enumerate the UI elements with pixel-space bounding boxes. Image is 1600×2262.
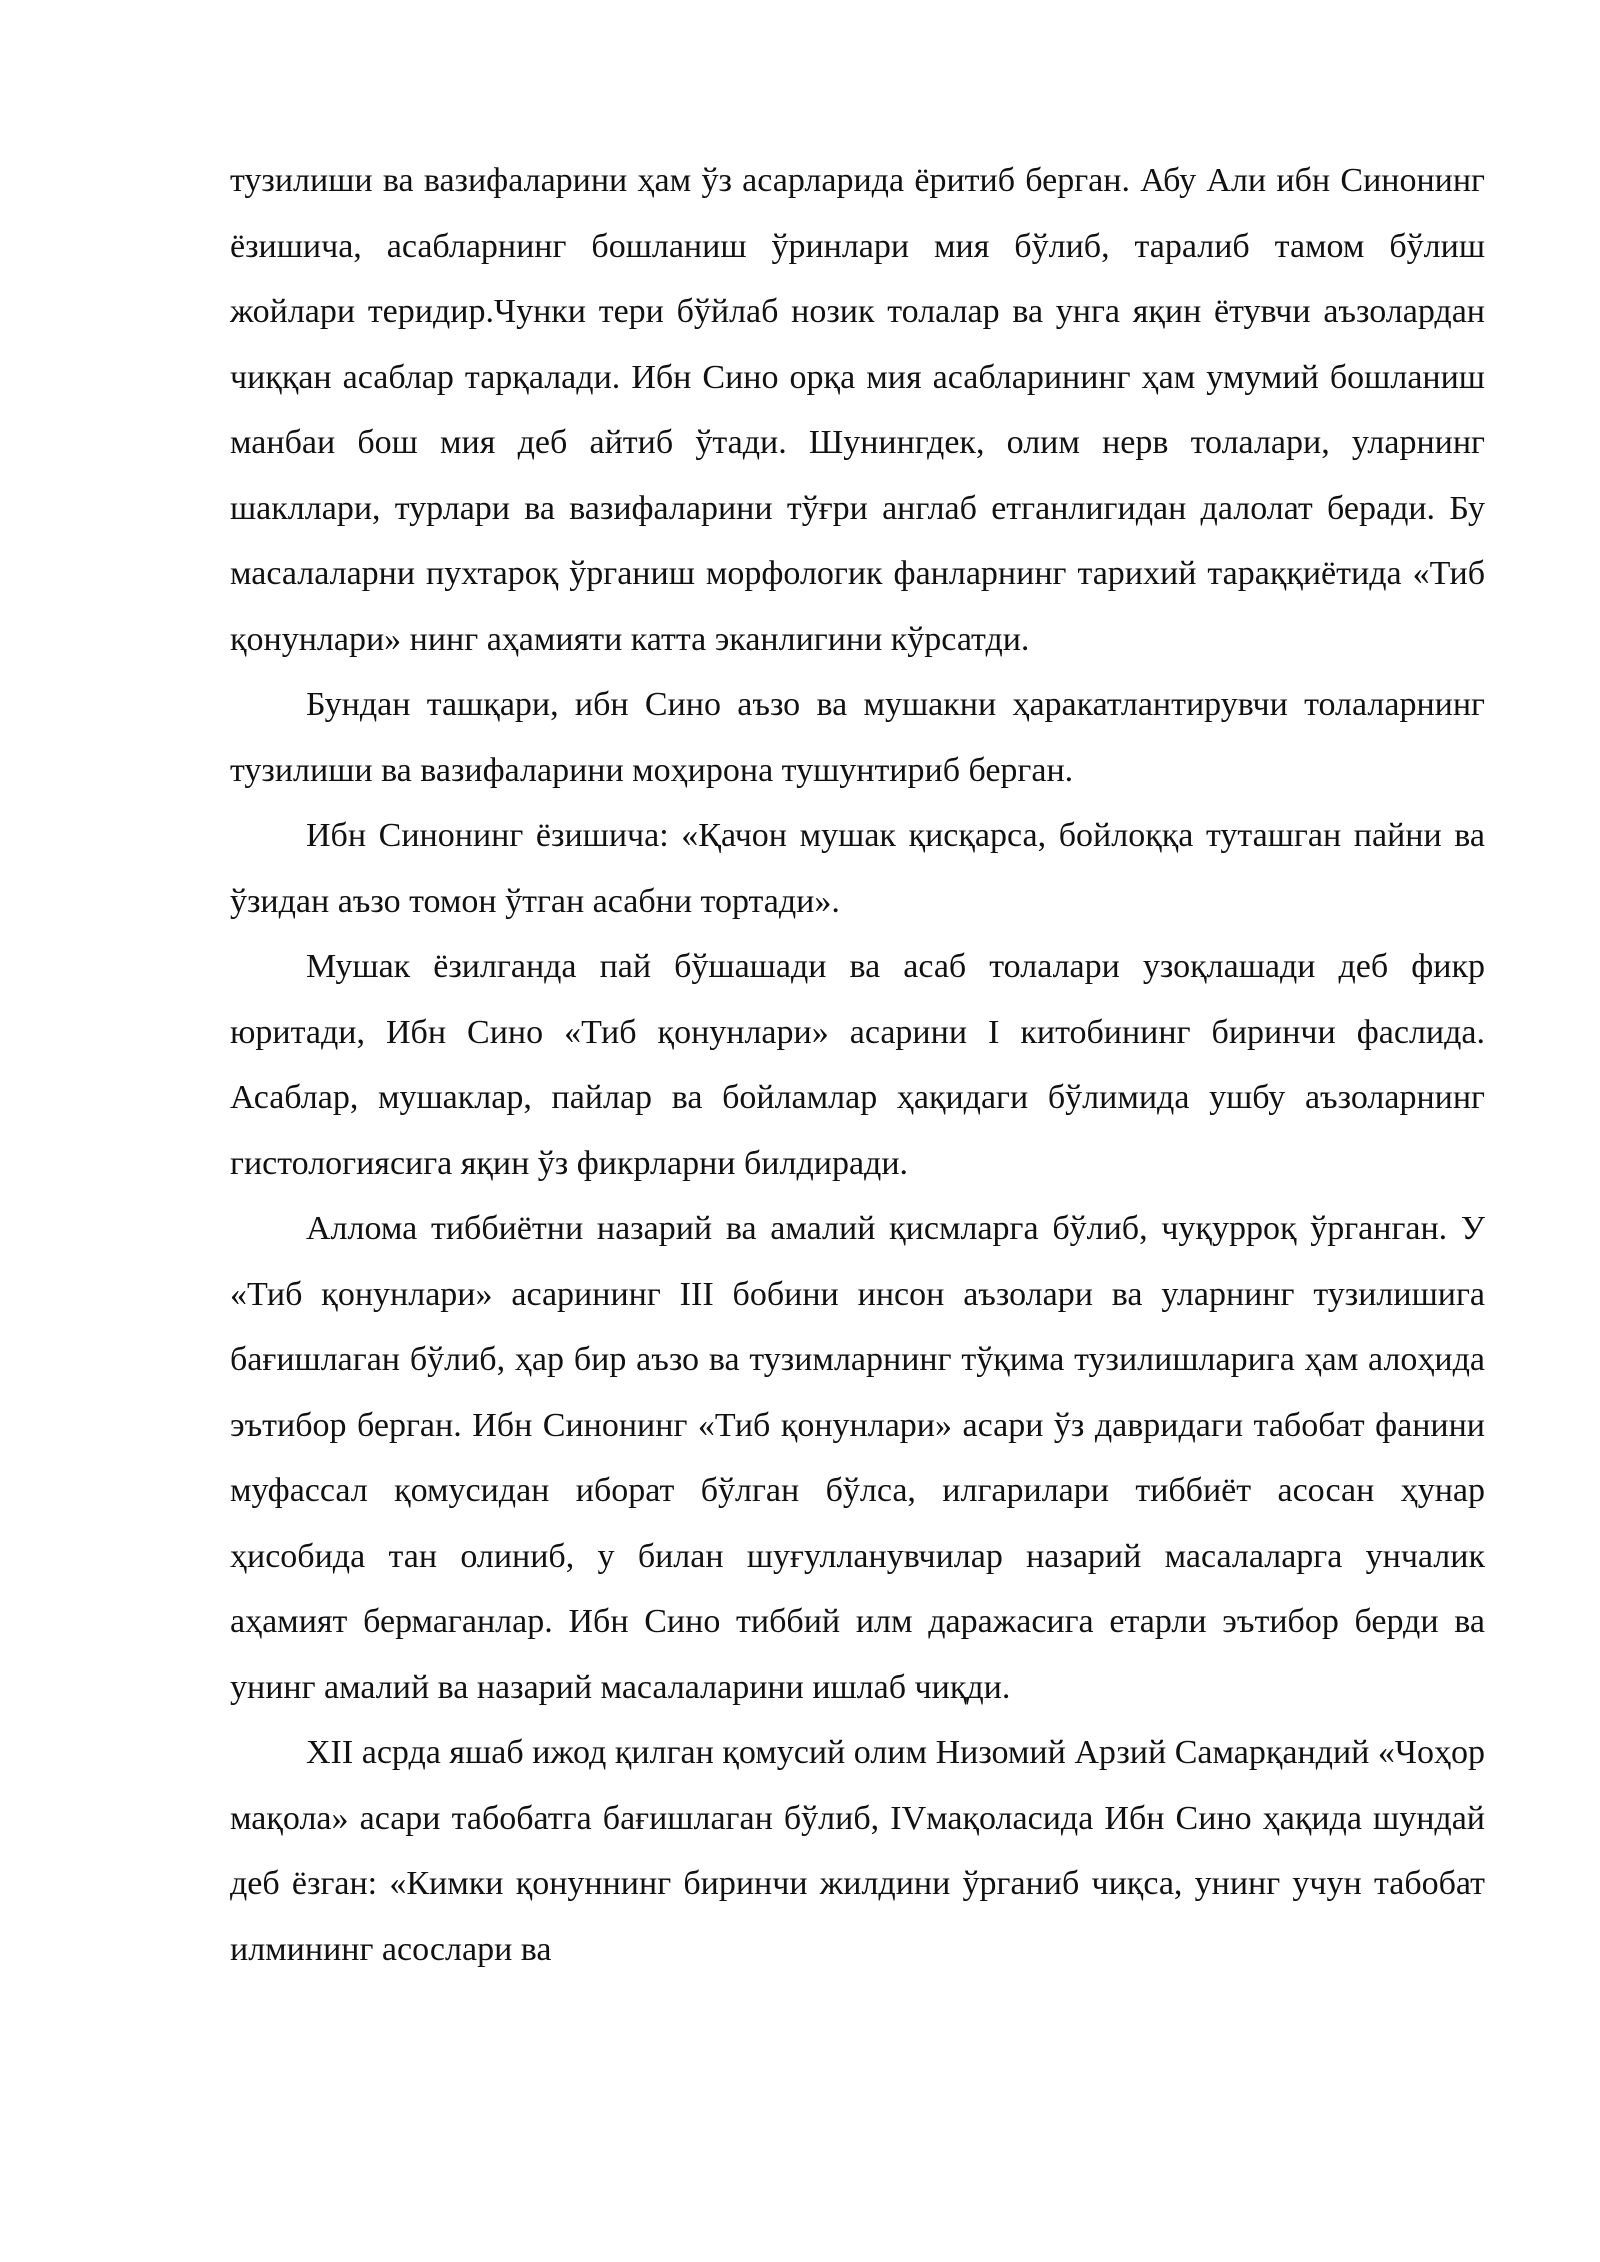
paragraph-6: XII асрда яшаб ижод қилган қомусий олим Низомий Арзий Самарқандий «Чоҳор мақола» асари табобатга бағишлаган бўлиб, IVмақоласида Ибн Сино ҳақида шундай деб ёзган: «Кимки қонуннинг биринчи жилдини ўрганиб чиқса, унинг учун табобат илмининг асослари ва: [230, 1734, 1485, 1968]
paragraph-1: тузилиши ва вазифаларини ҳам ўз асарларида ёритиб берган. Абу Али ибн Синонинг ёзишича, асабларнинг бошланиш ўринлари мия бўлиб, таралиб тамом бўлиш жойлари теридир.Чунки тери бўйлаб нозик толалар ва унга яқин ётувчи аъзолардан чиққан асаблар тарқалади. Ибн Сино орқа мия асабларининг ҳам умумий бошланиш манбаи бош мия деб айтиб ўтади. Шунингдек, олим нерв толалари, уларнинг шакллари, турлари ва вазифаларини тўғри англаб етганлигидан далолат беради. Бу масалаларни пухтароқ ўрганиш морфологик фанларнинг тарихий тараққиётида «Тиб қонунлари» нинг аҳамияти катта эканлигини кўрсатди.: [230, 162, 1485, 658]
paragraph-2: Бундан ташқари, ибн Сино аъзо ва мушакни ҳаракатлантирувчи толаларнинг тузилиши ва вазифаларини моҳирона тушунтириб берган.: [230, 686, 1485, 789]
paragraph-4: Мушак ёзилганда пай бўшашади ва асаб толалари узоқлашади деб фикр юритади, Ибн Сино «Тиб қонунлари» асарини I китобининг биринчи фаслида. Асаблар, мушаклар, пайлар ва бойламлар ҳақидаги бўлимида ушбу аъзоларнинг гистологиясига яқин ўз фикрларни билдиради.: [230, 948, 1485, 1182]
document-page: [230, 148, 1485, 1982]
paragraph-3: Ибн Синонинг ёзишича: «Қачон мушак қисқарса, бойлоққа туташган пайни ва ўзидан аъзо томон ўтган асабни тортади».: [230, 817, 1485, 920]
paragraph-5: Аллома тиббиётни назарий ва амалий қисмларга бўлиб, чуқурроқ ўрганган. У «Тиб қонунлари» асарининг III бобини инсон аъзолари ва уларнинг тузилишига бағишлаган бўлиб, ҳар бир аъзо ва тузимларнинг тўқима тузилишларига ҳам алоҳида эътибор берган. Ибн Синонинг «Тиб қонунлари» асари ўз давридаги табобат фанини муфассал қомусидан иборат бўлган бўлса, илгарилари тиббиёт асосан ҳунар ҳисобида тан олиниб, у билан шуғулланувчилар назарий масалаларга унчалик аҳамият бермаганлар. Ибн Сино тиббий илм даражасига етарли эътибор берди ва унинг амалий ва назарий масалаларини ишлаб чиқди.: [230, 1210, 1485, 1706]
